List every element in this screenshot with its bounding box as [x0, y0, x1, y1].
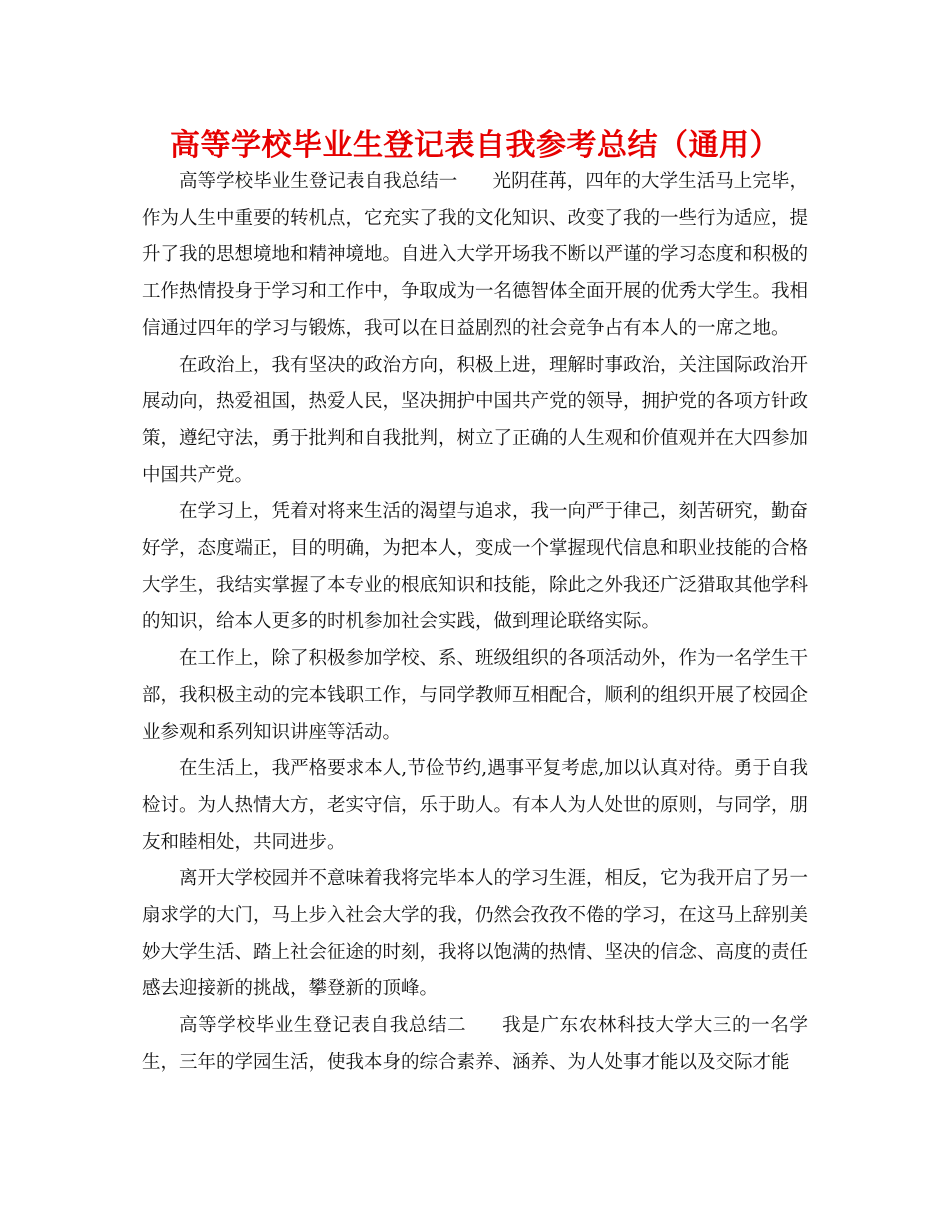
paragraph-summary-one: [142, 164, 808, 348]
section-heading-two: 高等学校毕业生登记表自我总结二: [179, 1015, 467, 1037]
paragraph-text: 我是广东农林科技大学大三的一名学生，三年的学园生活，使我本身的综合素养、涵养、为人处事才能以及交际才能: [142, 1015, 808, 1073]
paragraph-study: [142, 494, 808, 641]
paragraph-text: 离开大学校园并不意味着我将完毕本人的学习生涯，相反，它为我开启了另一扇求学的大门，马上步入社会大学的我，仍然会孜孜不倦的学习，在这马上辞别美妙大学生活、踏上社会征途的时刻，我将以饱满的热情、坚决的信念、高度的责任感去迎接新的挑战，攀登新的顶峰。: [142, 868, 809, 1000]
paragraph-text: 在工作上，除了积极参加学校、系、班级组织的各项活动外，作为一名学生干部，我积极主动的完本钱职工作，与同学教师互相配合，顺利的组织开展了校园企业参观和系列知识讲座等活动。: [142, 648, 809, 743]
paragraph-text: 光阴荏苒，四年的大学生活马上完毕，作为人生中重要的转机点，它充实了我的文化知识、改变了我的一些行为适应，提升了我的思想境地和精神境地。自进入大学开场我不断以严谨的学习态度和积极的工作热情投身于学习和工作中，争取成为一名德智体全面开展的优秀大学生。我相信通过四年的学习与锻炼，我可以在日益剧烈的社会竞争占有本人的一席之地。: [142, 171, 809, 339]
paragraph-text: 在政治上，我有坚决的政治方向，积极上进，理解时事政治，关注国际政治开展动向，热爱祖国，热爱人民，坚决拥护中国共产党的领导，拥护党的各项方针政策，遵纪守法，勇于批判和自我批判，树立了正确的人生观和价值观并在大四参加中国共产党。: [142, 354, 809, 486]
paragraph-summary-two: [142, 1008, 808, 1081]
section-heading-one: 高等学校毕业生登记表自我总结一: [179, 171, 458, 192]
document-title: 高等学校毕业生登记表自我参考总结（通用）: [170, 128, 780, 163]
paragraph-work: [142, 641, 808, 751]
paragraph-life: [142, 751, 808, 861]
paragraph-future: [142, 861, 808, 1008]
paragraph-text: 在学习上，凭着对将来生活的渴望与追求，我一向严于律己，刻苦研究，勤奋好学，态度端正，目的明确，为把本人，变成一个掌握现代信息和职业技能的合格大学生，我结实掌握了本专业的根底知识和技能，除此之外我还广泛猎取其他学科的知识，给本人更多的时机参加社会实践，做到理论联络实际。: [142, 501, 809, 633]
document-body: [142, 164, 808, 1082]
paragraph-text: 在生活上，我严格要求本人,节俭节约,遇事平复考虑,加以认真对待。勇于自我检讨。为人热情大方，老实守信，乐于助人。有本人为人处世的原则，与同学，朋友和睦相处，共同进步。: [142, 758, 809, 853]
paragraph-politics: [142, 348, 808, 495]
